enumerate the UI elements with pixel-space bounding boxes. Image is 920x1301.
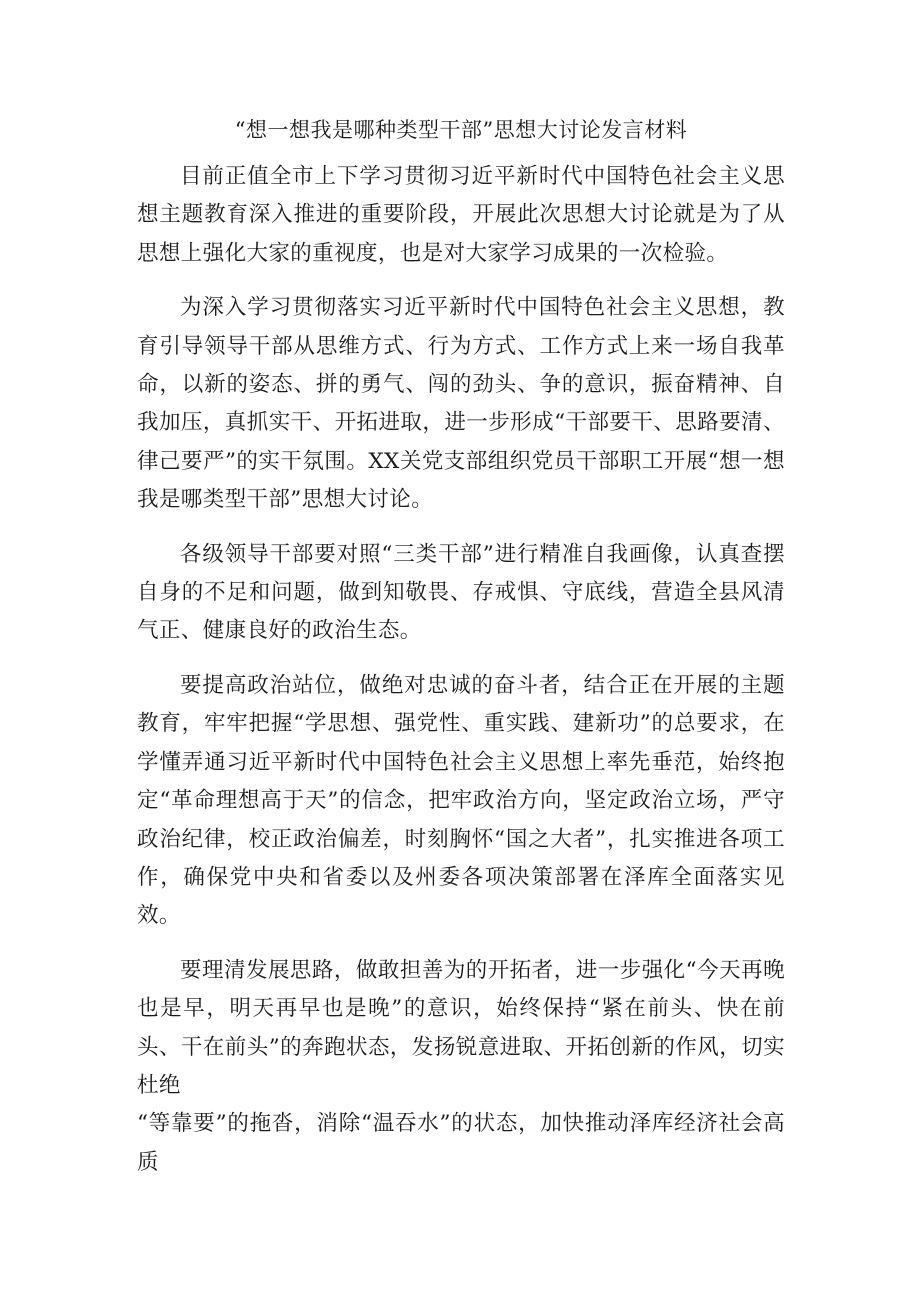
paragraph-self-portrait: 各级领导干部要对照“三类干部”进行精准自我画像，认真查摆自身的不足和问题，做到知敬畏、存戒惧、守底线，营造全县风清气正、健康良好的政治生态。 xyxy=(137,541,785,644)
paragraph-development: 要理清发展思路，做敢担善为的开拓者，进一步强化“今天再晚也是早，明天再早也是晚”的意识，始终保持“紧在前头、快在前头、干在前头”的奔跑状态，发扬锐意进取、开拓创新的作风，切实杜绝 xyxy=(137,957,785,1098)
document-title: “想一想我是哪种类型干部”思想大讨论发言材料 xyxy=(234,118,688,142)
paragraph-development-continued: “等靠要”的拖沓，消除“温吞水”的状态，加快推动泽库经济社会高质 xyxy=(137,1111,785,1175)
paragraph-political-stance: 要提高政治站位，做绝对忠诚的奋斗者，结合正在开展的主题教育，牢牢把握“学思想、强党性、重实践、建新功”的总要求，在学懂弄通习近平新时代中国特色社会主义思想上率先垂范，始终抱定“革命理想高于天”的信念，把牢政治方向，坚定政治立场，严守政治纪律，校正政治偏差，时刻胸怀“国之大者”，扎实推进各项工作，确保党中央和省委以及州委各项决策部署在泽库全面落实见效。 xyxy=(137,672,785,929)
paragraph-purpose: 为深入学习贯彻落实习近平新时代中国特色社会主义思想，教育引导领导干部从思维方式、行为方式、工作方式上来一场自我革命，以新的姿态、拼的勇气、闯的劲头、争的意识，振奋精神、自我加压，真抓实干、开拓进取，进一步形成“干部要干、思路要清、律己要严”的实干氛围。XX关党支部组织党员干部职工开展“想一想我是哪类型干部”思想大讨论。 xyxy=(137,295,785,513)
document-page xyxy=(137,114,785,1182)
paragraph-intro: 目前正值全市上下学习贯彻习近平新时代中国特色社会主义思想主题教育深入推进的重要阶段，开展此次思想大讨论就是为了从思想上强化大家的重视度，也是对大家学习成果的一次检验。 xyxy=(137,164,785,266)
